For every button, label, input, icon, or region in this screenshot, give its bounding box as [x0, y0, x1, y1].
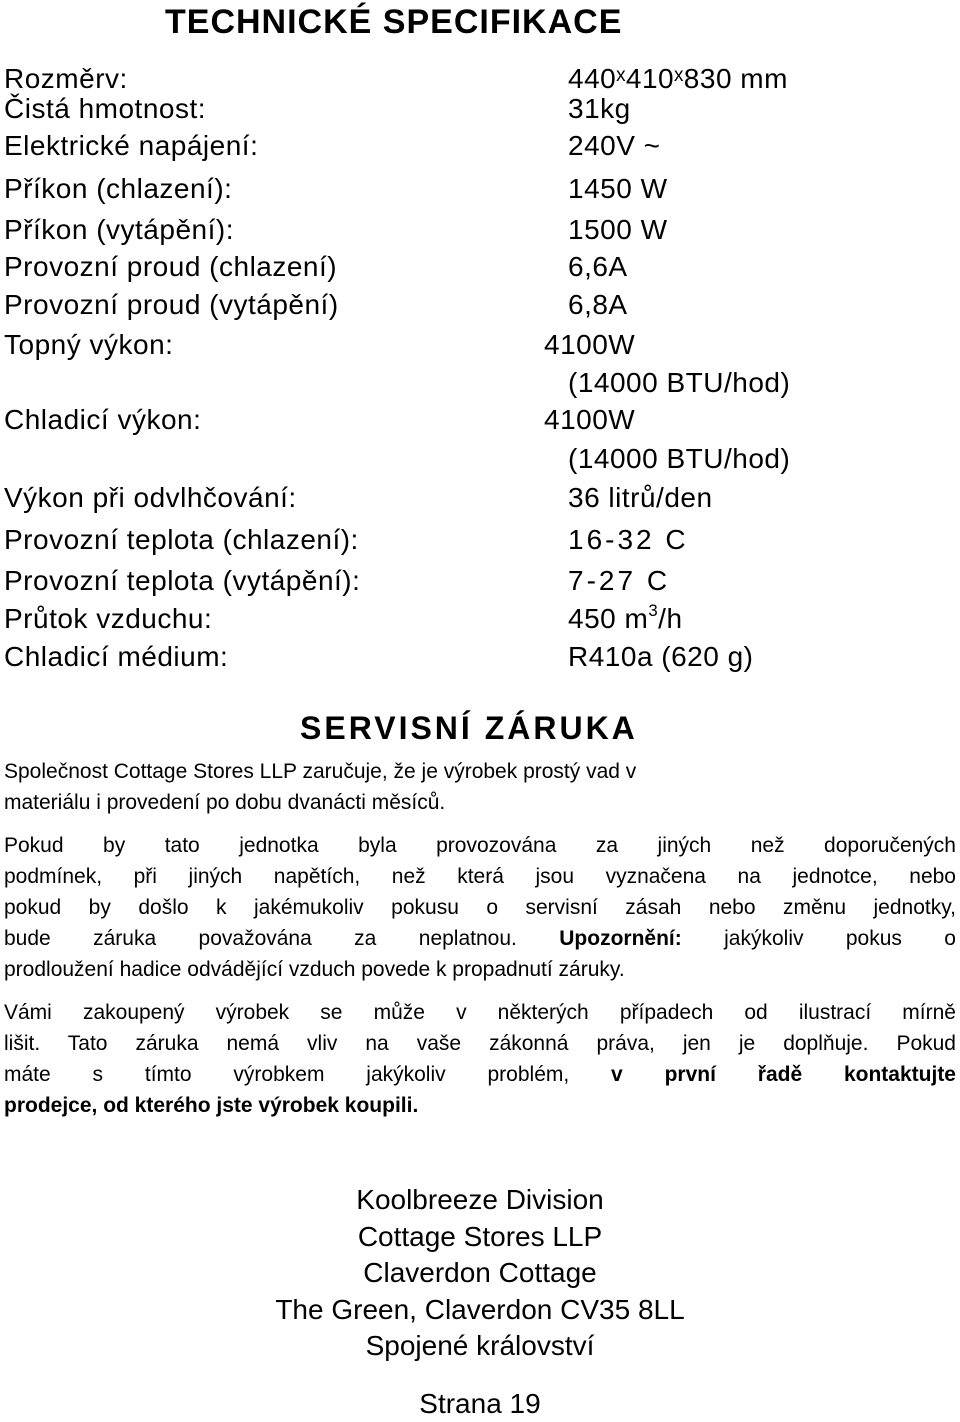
paragraph-line: prodejce, od kterého jste výrobek koupili.: [4, 1094, 419, 1117]
paragraph-line: Společnost Cottage Stores LLP zaručuje, že je výrobek prostý vad v: [4, 760, 637, 783]
warranty-paragraph-1: [4, 756, 956, 818]
address-line: Koolbreeze Division: [356, 1184, 604, 1215]
paragraph-line: prodloužení hadice odvádějící vzduch povede k propadnutí záruky.: [4, 958, 625, 981]
page-title: TECHNICKÉ SPECIFIKACE: [165, 3, 623, 41]
spec-label-power-heating: Příkon (vytápění):: [4, 214, 234, 245]
spec-label-current-cooling: Provozní proud (chlazení): [4, 251, 338, 282]
address-line: Spojené království: [365, 1330, 595, 1361]
spec-label-heating-capacity: Topný výkon:: [4, 329, 174, 360]
contact-seller-emphasis: v první řadě kontaktujte: [611, 1063, 956, 1086]
spec-value-airflow: 450 $m^3/h$: [568, 601, 683, 634]
spec-label-current-heating: Provozní proud (vytápění): [4, 289, 339, 320]
page-number: Strana 19: [419, 1388, 541, 1419]
spec-label-power-cooling: Příkon (chlazení):: [4, 173, 233, 204]
spec-label-temp-heating: Provozní teplota (vytápění):: [4, 565, 361, 596]
spec-value-power-cooling: 1450 W: [568, 173, 668, 204]
address-line: The Green, Claverdon CV35 8LL: [275, 1293, 685, 1325]
spec-label-dimensions: Rozměrv:: [4, 63, 128, 94]
spec-value-power-supply: 240V ~: [568, 130, 661, 161]
spec-value-heating-capacity: 4100W: [544, 329, 636, 360]
spec-value-dimensions: 440ˣ410ˣ830 mm: [568, 63, 788, 94]
paragraph-line: materiálu i provedení po dobu dvanácti měsíců.: [4, 791, 446, 814]
paragraph-line: Pokud by tato jednotka byla provozována za jiných než doporučených: [4, 834, 956, 857]
spec-label-power-supply: Elektrické napájení:: [4, 130, 259, 161]
spec-value-net-weight: 31kg: [568, 93, 631, 124]
address-line: Claverdon Cottage: [363, 1257, 597, 1288]
warranty-heading: SERVISNÍ ZÁRUKA: [300, 710, 638, 746]
spec-label-refrigerant: Chladicí médium:: [4, 641, 229, 672]
spec-label-net-weight: Čistá hmotnost:: [4, 93, 207, 124]
company-address: [0, 1182, 960, 1365]
paragraph-line: podmínek, při jiných napětích, než která jsou vyznačena na jednotce, nebo: [4, 865, 956, 888]
spec-label-cooling-capacity: Chladicí výkon:: [4, 404, 202, 435]
spec-value-power-heating: 1500 W: [568, 214, 668, 245]
spec-value-current-cooling: 6,6A: [568, 251, 628, 282]
warning-label: Upozornění:: [559, 927, 682, 950]
spec-label-temp-cooling: Provozní teplota (chlazení):: [4, 524, 359, 555]
warranty-paragraph-3: [4, 997, 956, 1121]
spec-value-refrigerant: R410a (620 g): [568, 641, 754, 672]
paragraph-line: máte s tímto výrobkem jakýkoliv problém, v první řadě kontaktujte: [4, 1063, 956, 1086]
paragraph-line: pokud by došlo k jakémukoliv pokusu o servisní zásah nebo změnu jednotky,: [4, 896, 956, 919]
paragraph-line: Vámi zakoupený výrobek se může v některých případech od ilustrací mírně: [4, 1001, 956, 1024]
paragraph-line: lišit. Tato záruka nemá vliv na vaše zákonná práva, jen je doplňuje. Pokud: [4, 1032, 956, 1055]
spec-value-current-heating: 6,8A: [568, 289, 628, 320]
spec-label-dehumidification: Výkon při odvlhčování:: [4, 482, 297, 513]
warranty-paragraph-2: [4, 830, 956, 985]
spec-value-dehumidification: 36 litrů/den: [568, 482, 713, 513]
spec-value-cooling-capacity: 4100W: [544, 404, 636, 435]
spec-value-heating-capacity-btu: (14000 BTU/hod): [568, 367, 791, 398]
spec-value-cooling-capacity-btu: (14000 BTU/hod): [568, 443, 791, 474]
address-line: Cottage Stores LLP: [357, 1220, 603, 1252]
paragraph-line: bude záruka považována za neplatnou. Upozornění: jakýkoliv pokus o: [4, 927, 956, 950]
spec-value-temp-cooling: 16-32 C: [568, 524, 689, 555]
spec-label-airflow: Průtok vzduchu:: [4, 603, 213, 634]
spec-value-temp-heating: 7-27 C: [568, 565, 671, 596]
